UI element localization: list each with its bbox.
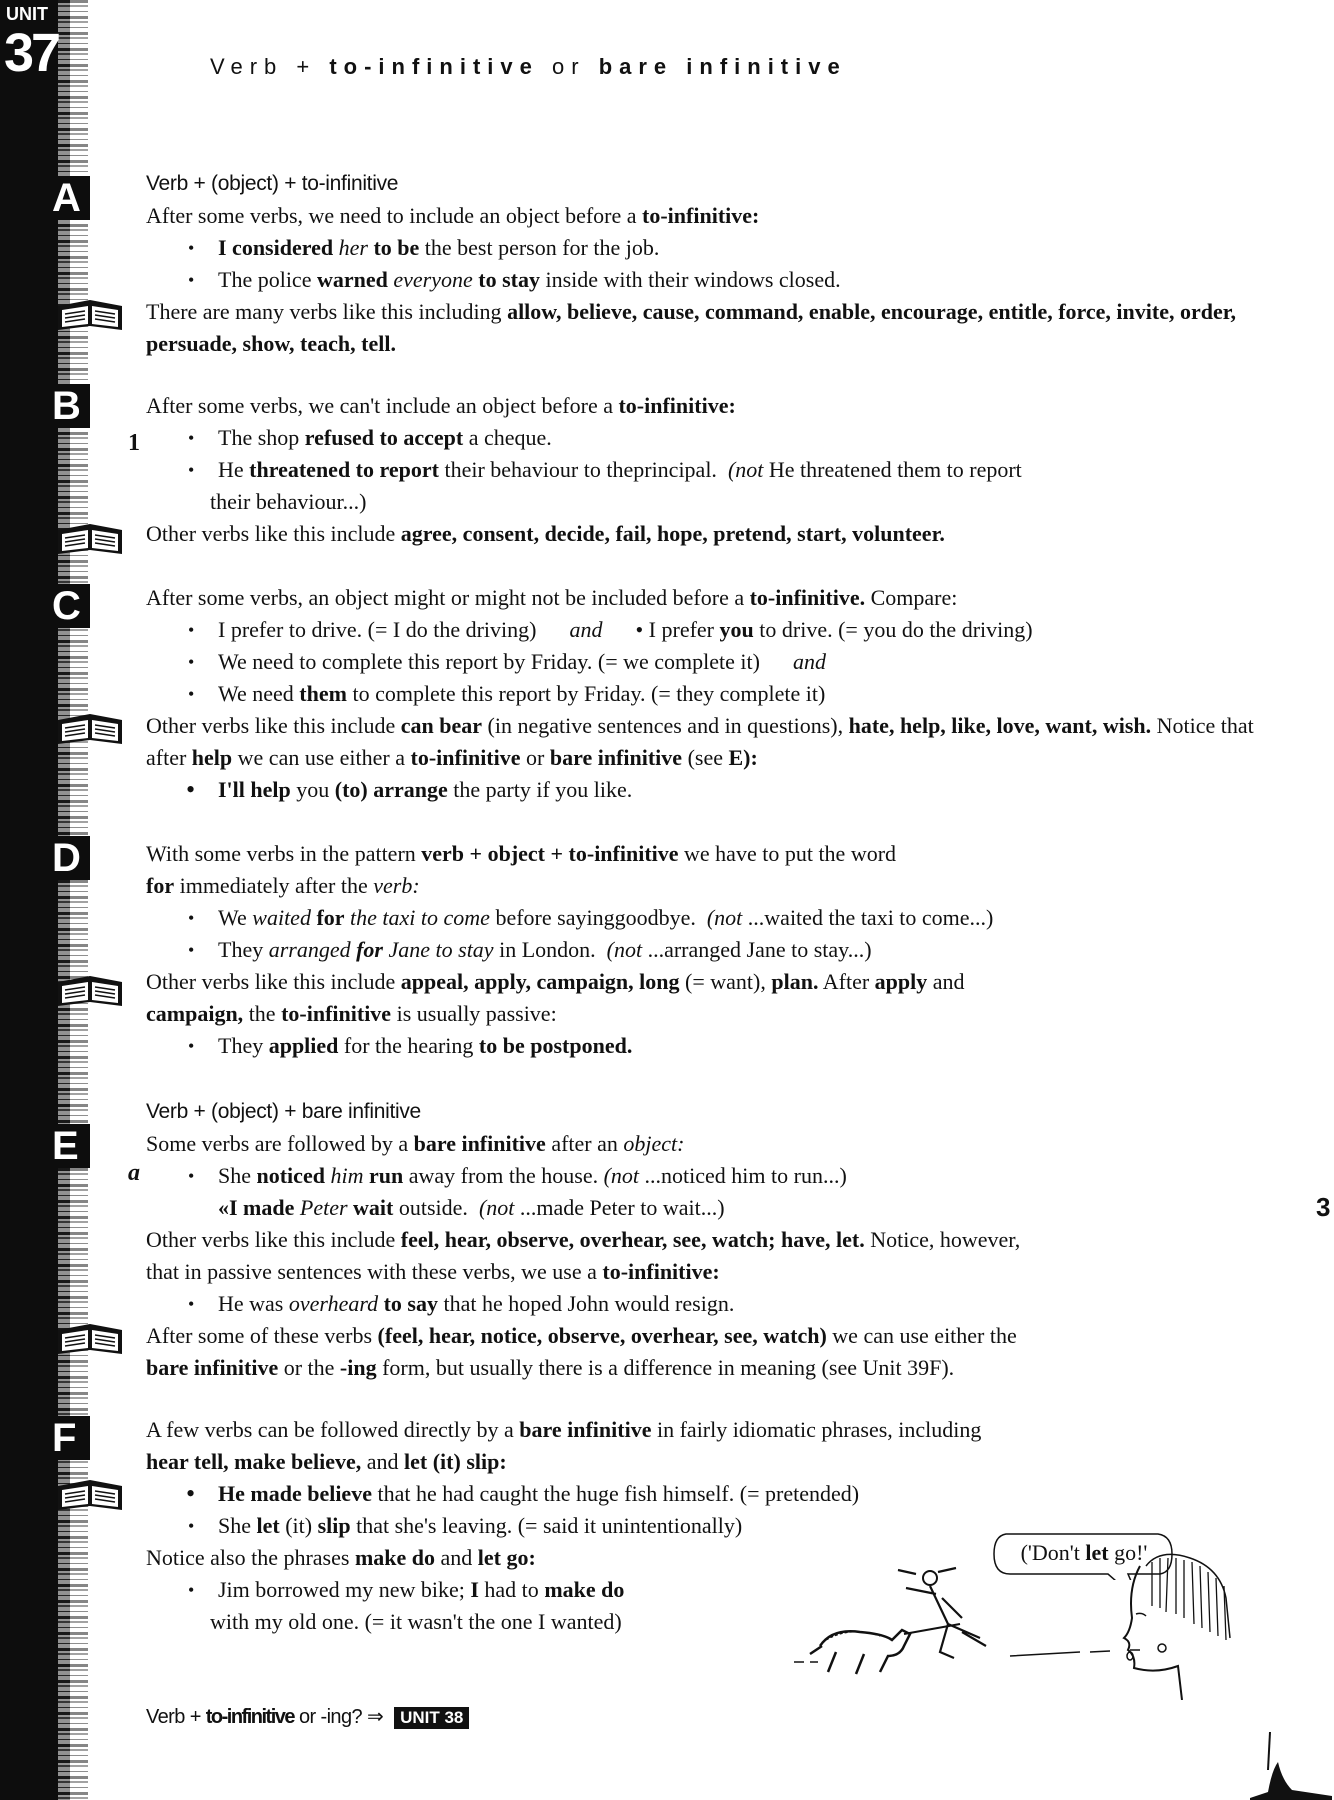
example: • She let (it) slip that she's leaving. (= said it unintentionally) bbox=[146, 1510, 1276, 1542]
section-e bbox=[146, 1096, 1276, 1384]
book-icon bbox=[56, 296, 124, 334]
example: • He made believe that he had caught the huge fish himself. (= pretended) bbox=[146, 1478, 1276, 1510]
section-c-note: Other verbs like this include can bear (in negative sentences and in questions), hate, help, like, love, want, wish. Notice that after help we can use either a to-infinitive or bare infinitive (see E): bbox=[146, 713, 1254, 770]
sidebar-texture bbox=[58, 0, 88, 1800]
book-icon bbox=[56, 972, 124, 1010]
section-b-note: Other verbs like this include agree, consent, decide, fail, hope, pretend, start, volunteer. bbox=[146, 521, 945, 546]
section-f-note: Notice also the phrases make do and let go: bbox=[146, 1545, 536, 1570]
section-d bbox=[146, 838, 1276, 1062]
unit-label: UNIT bbox=[6, 4, 48, 24]
unit-number: 37 bbox=[4, 23, 59, 83]
section-e-note-2: After some of these verbs (feel, hear, notice, observe, overhear, see, watch) we can use either the bare infinitive or the -ing form, but usually there is a difference in meaning (see Unit 39F). bbox=[146, 1323, 1017, 1380]
example: • He threatened to report their behaviour to theprincipal. (not He threatened them to report bbox=[146, 454, 1276, 486]
example: • The shop refused to accept a cheque. bbox=[146, 422, 1276, 454]
dog-walking-illustration bbox=[780, 1528, 1240, 1700]
section-e-note: Other verbs like this include feel, hear, observe, overhear, see, watch; have, let. Notice, however, that in passive sentences with these verbs, we use a to-infinitive: bbox=[146, 1227, 1021, 1284]
page-title: Verb + to-infinitive or bare infinitive bbox=[210, 54, 847, 79]
section-c bbox=[146, 582, 1276, 806]
section-e-intro: Some verbs are followed by a bare infinitive after an object: bbox=[146, 1131, 685, 1156]
book-icon bbox=[56, 710, 124, 748]
corner-sketch bbox=[1248, 1730, 1334, 1800]
cross-reference-footer: Verb + to-infinitive or -ing? ⇒ UNIT 38 bbox=[146, 1704, 469, 1729]
section-a bbox=[146, 168, 1276, 360]
book-icon bbox=[56, 1476, 124, 1514]
section-e-heading: Verb + (object) + bare infinitive bbox=[146, 1100, 421, 1123]
example: • They applied for the hearing to be postponed. bbox=[146, 1030, 1276, 1062]
section-letter-a: A bbox=[48, 176, 90, 220]
example: • We need to complete this report by Friday. (= we complete it) and bbox=[146, 646, 1276, 678]
example-continuation: their behaviour...) bbox=[210, 489, 367, 514]
section-a-note: There are many verbs like this including allow, believe, cause, command, enable, encourage, entitle, force, invite, order, persuade, show, teach, tell. bbox=[146, 299, 1236, 356]
section-letter-f: F bbox=[48, 1416, 90, 1460]
example: • The police warned everyone to stay inside with their windows closed. bbox=[146, 264, 1276, 296]
unit-38-link[interactable]: UNIT 38 bbox=[394, 1707, 469, 1729]
section-letter-e: E bbox=[48, 1124, 90, 1168]
example: • I prefer to drive. (= I do the driving) and • I prefer you to drive. (= you do the driving) bbox=[146, 614, 1276, 646]
section-b bbox=[146, 390, 1276, 550]
margin-mark-e: a bbox=[128, 1160, 140, 1186]
speech-bubble-text: ('Don't let go!' bbox=[1020, 1540, 1148, 1565]
example: • We need them to complete this report by Friday. (= they complete it) bbox=[146, 678, 1276, 710]
example: • We waited for the taxi to come before sayinggoodbye. (not ...waited the taxi to come...) bbox=[146, 902, 1276, 934]
book-icon bbox=[56, 1320, 124, 1358]
example: • She noticed him run away from the house. (not ...noticed him to run...) bbox=[146, 1160, 1276, 1192]
section-b-intro: After some verbs, we can't include an object before a to-infinitive: bbox=[146, 393, 736, 418]
section-f-intro: A few verbs can be followed directly by a bare infinitive in fairly idiomatic phrases, including hear tell, make believe, and let (it) slip: bbox=[146, 1417, 982, 1474]
section-d-note: Other verbs like this include appeal, apply, campaign, long (= want), plan. After apply and campaign, the to-infinitive is usually passive: bbox=[146, 969, 965, 1026]
example: • Jim borrowed my new bike; I had to make do bbox=[146, 1574, 1276, 1606]
example: • He was overheard to say that he hoped John would resign. bbox=[146, 1288, 1276, 1320]
example: • They arranged for Jane to stay in London. (not ...arranged Jane to stay...) bbox=[146, 934, 1276, 966]
section-letter-d: D bbox=[48, 836, 90, 880]
example: • I'll help you (to) arrange the party if you like. bbox=[146, 774, 1276, 806]
margin-mark-b: 1 bbox=[128, 430, 140, 456]
section-d-intro: With some verbs in the pattern verb + object + to-infinitive we have to put the word for immediately after the verb: bbox=[146, 841, 897, 898]
margin-mark-right: 3 bbox=[1316, 1192, 1331, 1222]
example: • I considered her to be the best person for the job. bbox=[146, 232, 1276, 264]
section-a-heading: Verb + (object) + to-infinitive bbox=[146, 172, 399, 195]
section-a-intro: After some verbs, we need to include an object before a to-infinitive: bbox=[146, 203, 760, 228]
section-letter-c: C bbox=[48, 584, 90, 628]
book-icon bbox=[56, 520, 124, 558]
example-continuation: with my old one. (= it wasn't the one I wanted) bbox=[210, 1609, 622, 1634]
section-letter-b: B bbox=[48, 384, 90, 428]
section-c-intro: After some verbs, an object might or might not be included before a to-infinitive. Compare: bbox=[146, 585, 958, 610]
example: «I made Peter wait outside. (not ...made Peter to wait...) bbox=[218, 1195, 725, 1220]
